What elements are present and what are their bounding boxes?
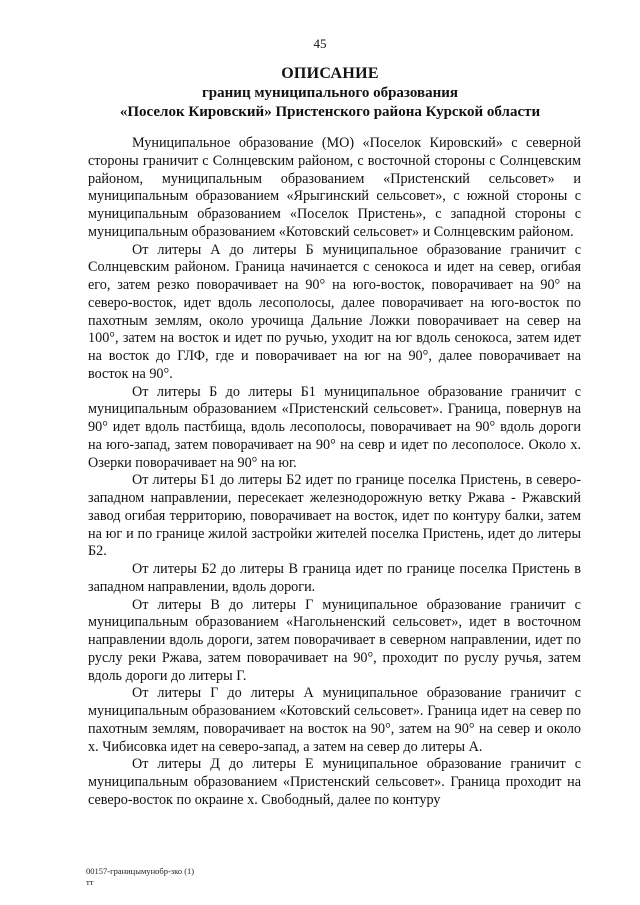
paragraph-b-b1: От литеры Б до литеры Б1 муниципальное образование граничит с муниципальным образованием «Пристенский сельсовет». Граница, повернув на 90° идет вдоль пастбища, вдоль лесополосы, поворачивает на 90° вдоль дороги на юго-запад, затем поворачивает на 90° на севр и идет по лесополосе. Около х. Озерки поворачивает на 90° на юг.: [88, 383, 581, 471]
page-number: 45: [313, 36, 327, 51]
paragraph-v-g: От литеры В до литеры Г муниципальное образование граничит с муниципальным образованием «Нагольненский сельсовет», идет в восточном направлении вдоль дороги, затем поворачивает в северном направлении, идет по руслу реки Ржава, затем поворачивает на 90°, проходит по руслу ручья, затем вдоль дороги до литеры Г.: [88, 596, 581, 684]
paragraph-g-a: От литеры Г до литеры А муниципальное образование граничит с муниципальным образованием «Котовский сельсовет». Граница идет на север по пахотным землям, поворачивает на восток на 90°, затем на 90° на север и около х. Чибисовка идет на северо-запад, а затем на север до литеры А.: [88, 685, 581, 755]
footer-filename: 00157-границымунобр-зко (1): [86, 866, 195, 876]
heading-subtitle: границ муниципального образования: [202, 85, 458, 101]
footer-initials: тт: [86, 877, 94, 887]
heading-municipality: «Поселок Кировский» Пристенского района Курской области: [119, 104, 541, 120]
document-heading: [80, 64, 580, 122]
paragraph-b2-v: От литеры Б2 до литеры В граница идет по границе поселка Пристень в западном направлении, вдоль дороги.: [88, 561, 581, 595]
heading-title: ОПИСАНИЕ: [281, 65, 379, 82]
document-body: [88, 135, 581, 810]
paragraph-d-e: От литеры Д до литеры Е муниципальное образование граничит с муниципальным образованием «Пристенский сельсовет». Граница проходит на северо-восток по окраине х. Свободный, далее по контуру: [88, 756, 581, 808]
paragraph-intro: Муниципальное образование (МО) «Поселок Кировский» с северной стороны граничит с Солнцевским районом, с восточной стороны с Солнцевским районом, муниципальным образованием «Пристенский сельсовет» и муниципальным образованием «Ярыгинский сельсовет», с южной стороны с муниципальным образованием «Поселок Пристень», с западной стороны с муниципальным образованием «Котовский сельсовет» и Солнцевским районом.: [88, 135, 581, 240]
paragraph-a-b: От литеры А до литеры Б муниципальное образование граничит с Солнцевским районом. Граница начинается с сенокоса и идет на север, огибая его, затем резко поворачивает на 90° на юго-восток, поворачивает на 90° на северо-восток, идет вдоль лесополосы, далее поворачивает на юго-восток по пахотным землям, около урочища Дальние Ложки поворачивает на север на 100°, затем на восток и идет по ручью, уходит на юг вдоль сенокоса, затем идет на восток до ГЛФ, где и поворачивает на юг на 90°, далее поворачивает на восток на 90°.: [88, 241, 581, 382]
document-footer: [86, 866, 194, 888]
paragraph-b1-b2: От литеры Б1 до литеры Б2 идет по границе поселка Пристень, в северо-западном направлении, пересекает железнодорожную ветку Ржава - Ржавский завод огибая территорию, поворачивает на восток, идет по контуру балки, затем на юг и по границе жилой застройки жителей поселка Пристень, идет до литеры Б2.: [88, 472, 581, 560]
